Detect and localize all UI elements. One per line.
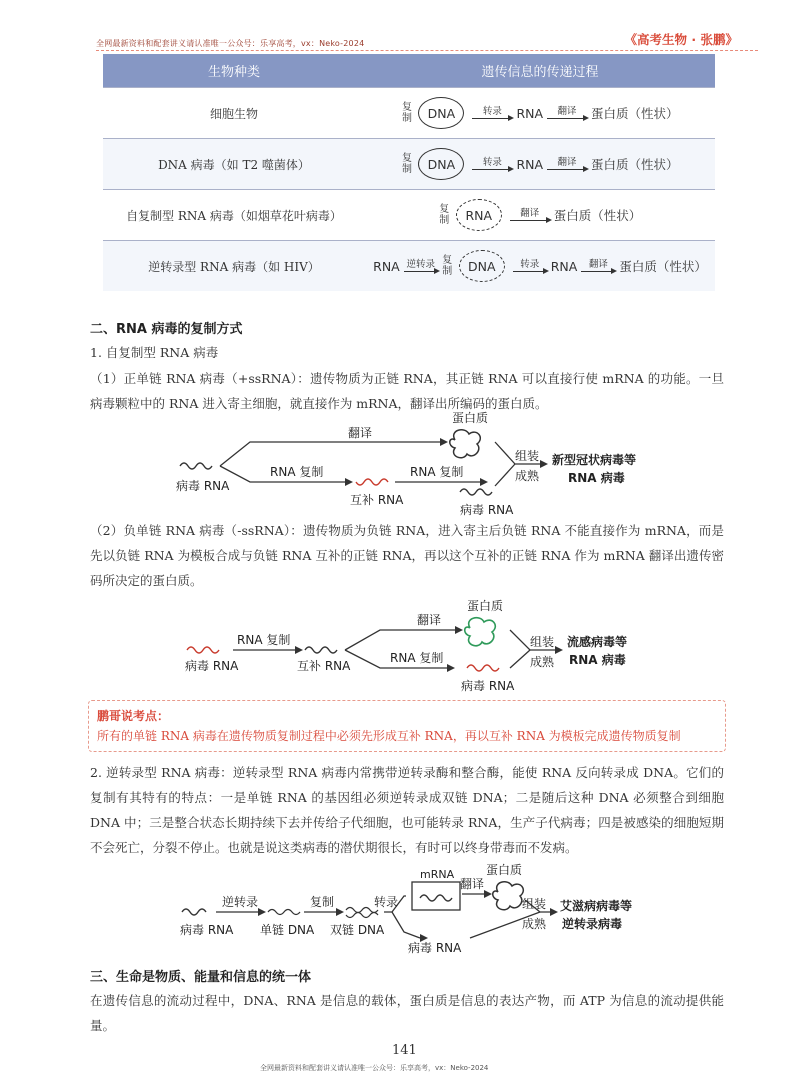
table-row bbox=[103, 139, 715, 190]
book-brand: 《高考生物 · 张鹏》 bbox=[624, 32, 738, 47]
label-complement-rna: 互补 RNA bbox=[297, 659, 351, 673]
flow-arrow: 逆转录 bbox=[404, 260, 438, 272]
flow-arrow: 翻译 bbox=[510, 209, 550, 221]
mrna-box bbox=[412, 882, 460, 910]
label-rna-replicate-2: RNA 复制 bbox=[410, 465, 464, 479]
flow-node: RNA bbox=[550, 258, 578, 274]
label-assemble: 组装 bbox=[530, 635, 555, 649]
table-row bbox=[103, 190, 715, 241]
label-result-2: 逆转录病毒 bbox=[562, 917, 623, 931]
label-viral-rna-2: 病毒 RNA bbox=[460, 503, 514, 517]
header-divider bbox=[96, 50, 758, 51]
label-assemble: 组装 bbox=[522, 897, 547, 911]
replicate-label: 复制 bbox=[442, 255, 453, 277]
label-protein: 蛋白质 bbox=[467, 599, 504, 613]
exam-point-text: 所有的单链 RNA 病毒在遗传物质复制过程中必须先形成互补 RNA，再以互补 RNA 为模板完成遗传物质复制 bbox=[97, 729, 681, 743]
table-cell-flow bbox=[365, 190, 715, 241]
flow-arrow: 转录 bbox=[513, 260, 547, 272]
exam-point-title: 鹏哥说考点： bbox=[97, 709, 170, 723]
label-protein: 蛋白质 bbox=[486, 863, 523, 877]
label-viral-rna: 病毒 RNA bbox=[180, 923, 234, 937]
label-complement-rna: 互补 RNA bbox=[350, 493, 404, 507]
table-header: 生物种类 bbox=[103, 54, 365, 88]
exam-point-box bbox=[88, 700, 726, 752]
top-watermark-note: 全网最新资料和配套讲义请认准唯一公众号：乐享高考，vx：Neko-2024 bbox=[96, 39, 365, 48]
label-viral-rna-2: 病毒 RNA bbox=[408, 941, 462, 955]
label-mrna: mRNA bbox=[420, 868, 455, 881]
replication-cycle: DNA bbox=[459, 250, 505, 282]
label-viral-rna: 病毒 RNA bbox=[185, 659, 239, 673]
flow-node: RNA bbox=[373, 258, 400, 274]
protein-icon bbox=[450, 430, 481, 458]
table-row bbox=[103, 241, 715, 292]
flow-arrow: 转录 bbox=[472, 158, 512, 170]
table-header: 遗传信息的传递过程 bbox=[365, 54, 715, 88]
label-mature: 成熟 bbox=[522, 917, 547, 931]
table-cell-flow bbox=[365, 241, 715, 292]
diagram-positive-ssrna bbox=[170, 411, 690, 520]
label-ds-dna: 双链 DNA bbox=[330, 923, 385, 937]
replicate-label: 复制 bbox=[401, 102, 412, 124]
flow-node: 蛋白质（性状） bbox=[619, 259, 707, 274]
paragraph: 在遗传信息的流动过程中，DNA、RNA 是信息的载体，蛋白质是信息的表达产物，而 ATP 为信息的流动提供能量。 bbox=[90, 993, 724, 1033]
label-rna-replicate: RNA 复制 bbox=[270, 465, 324, 479]
flow-node: 蛋白质（性状） bbox=[591, 106, 679, 121]
label-translate: 翻译 bbox=[460, 877, 485, 891]
flow-node: 蛋白质（性状） bbox=[553, 208, 642, 223]
diagram-retrovirus bbox=[180, 863, 660, 956]
flow-node: 蛋白质（性状） bbox=[591, 157, 679, 172]
flow-arrow: 翻译 bbox=[547, 158, 587, 170]
label-result-1: 流感病毒等 bbox=[567, 635, 628, 649]
table-cell-kind: DNA 病毒（如 T2 噬菌体） bbox=[103, 139, 365, 190]
paragraph: （1）正单链 RNA 病毒（+ssRNA）：遗传物质为正链 RNA，其正链 RNA 可以直接行使 mRNA 的功能。一旦病毒颗粒中的 RNA 进入寄主细胞，就直接作为 mRNA，翻译出所编码的蛋白质。 bbox=[90, 371, 724, 411]
section-title: 三、生命是物质、能量和信息的统一体 bbox=[90, 970, 312, 985]
table-header-row bbox=[103, 54, 715, 88]
label-assemble: 组装 bbox=[515, 449, 540, 463]
label-mature: 成熟 bbox=[530, 655, 555, 669]
protein-icon bbox=[493, 882, 524, 910]
label-result-1: 艾滋病病毒等 bbox=[560, 899, 633, 913]
flow-node: RNA bbox=[516, 156, 544, 172]
subsection-title: 1. 自复制型 RNA 病毒 bbox=[90, 345, 219, 360]
label-rna-replicate: RNA 复制 bbox=[237, 633, 291, 647]
label-translate: 翻译 bbox=[417, 613, 442, 627]
label-viral-rna-2: 病毒 RNA bbox=[461, 679, 515, 693]
table-cell-kind: 逆转录型 RNA 病毒（如 HIV） bbox=[103, 241, 365, 292]
label-reverse-transcribe: 逆转录 bbox=[222, 895, 259, 909]
paragraph: （2）负单链 RNA 病毒（-ssRNA）：遗传物质为负链 RNA，进入寄主后负链 RNA 不能直接作为 mRNA，而是先以负链 RNA 为模板合成与负链 RNA 互补的正链 RNA，再以这个互补的正链 RNA 作为 mRNA 翻译出遗传密码所决定的蛋白质。 bbox=[90, 523, 724, 588]
label-result-2: RNA 病毒 bbox=[568, 471, 625, 485]
label-rna-replicate-2: RNA 复制 bbox=[390, 651, 444, 665]
table-row bbox=[103, 88, 715, 139]
label-result-1: 新型冠状病毒等 bbox=[552, 453, 637, 467]
replication-cycle: DNA bbox=[418, 97, 464, 129]
replication-cycle: RNA bbox=[456, 199, 502, 231]
flow-node: RNA bbox=[516, 105, 544, 121]
label-mature: 成熟 bbox=[515, 469, 540, 483]
label-protein: 蛋白质 bbox=[452, 411, 489, 425]
table-cell-flow bbox=[365, 139, 715, 190]
table-cell-kind: 自复制型 RNA 病毒（如烟草花叶病毒） bbox=[103, 190, 365, 241]
label-ss-dna: 单链 DNA bbox=[260, 923, 315, 937]
label-viral-rna: 病毒 RNA bbox=[176, 479, 230, 493]
label-replicate: 复制 bbox=[310, 895, 335, 909]
label-translate: 翻译 bbox=[348, 426, 373, 440]
section-title: 二、RNA 病毒的复制方式 bbox=[90, 322, 243, 337]
table-cell-kind: 细胞生物 bbox=[103, 88, 365, 139]
flow-arrow: 翻译 bbox=[581, 260, 615, 272]
diagram-negative-ssrna bbox=[185, 600, 685, 695]
page-number: 141 bbox=[392, 1043, 417, 1058]
info-transfer-table bbox=[103, 54, 715, 291]
paragraph: 2. 逆转录型 RNA 病毒：逆转录型 RNA 病毒内常携带逆转录酶和整合酶，能使 RNA 反向转录成 DNA。它们的复制有其特有的特点：一是单链 RNA 的基因组必须逆转录成双链 DNA；二是随后这种 DNA 必须整合到细胞 DNA 中；三是整合状态长期持续下去并传给子代细胞，也可能转录 RNA，生产子代病毒；四是被感染的细胞短期不会死亡，分裂不停止。也就是说这类病毒的潜伏期很长，有时可以终身带毒而不发病。 bbox=[90, 765, 724, 855]
replicate-label: 复制 bbox=[439, 204, 450, 226]
table-cell-flow bbox=[365, 88, 715, 139]
replication-cycle: DNA bbox=[418, 148, 464, 180]
label-transcribe: 转录 bbox=[374, 895, 399, 909]
bottom-watermark-note: 全网最新资料和配套讲义请认准唯一公众号：乐享高考，vx：Neko-2024 bbox=[260, 1064, 489, 1072]
label-result-2: RNA 病毒 bbox=[569, 653, 626, 667]
protein-icon bbox=[465, 618, 496, 646]
flow-arrow: 翻译 bbox=[547, 107, 587, 119]
replicate-label: 复制 bbox=[401, 153, 412, 175]
flow-arrow: 转录 bbox=[472, 107, 512, 119]
